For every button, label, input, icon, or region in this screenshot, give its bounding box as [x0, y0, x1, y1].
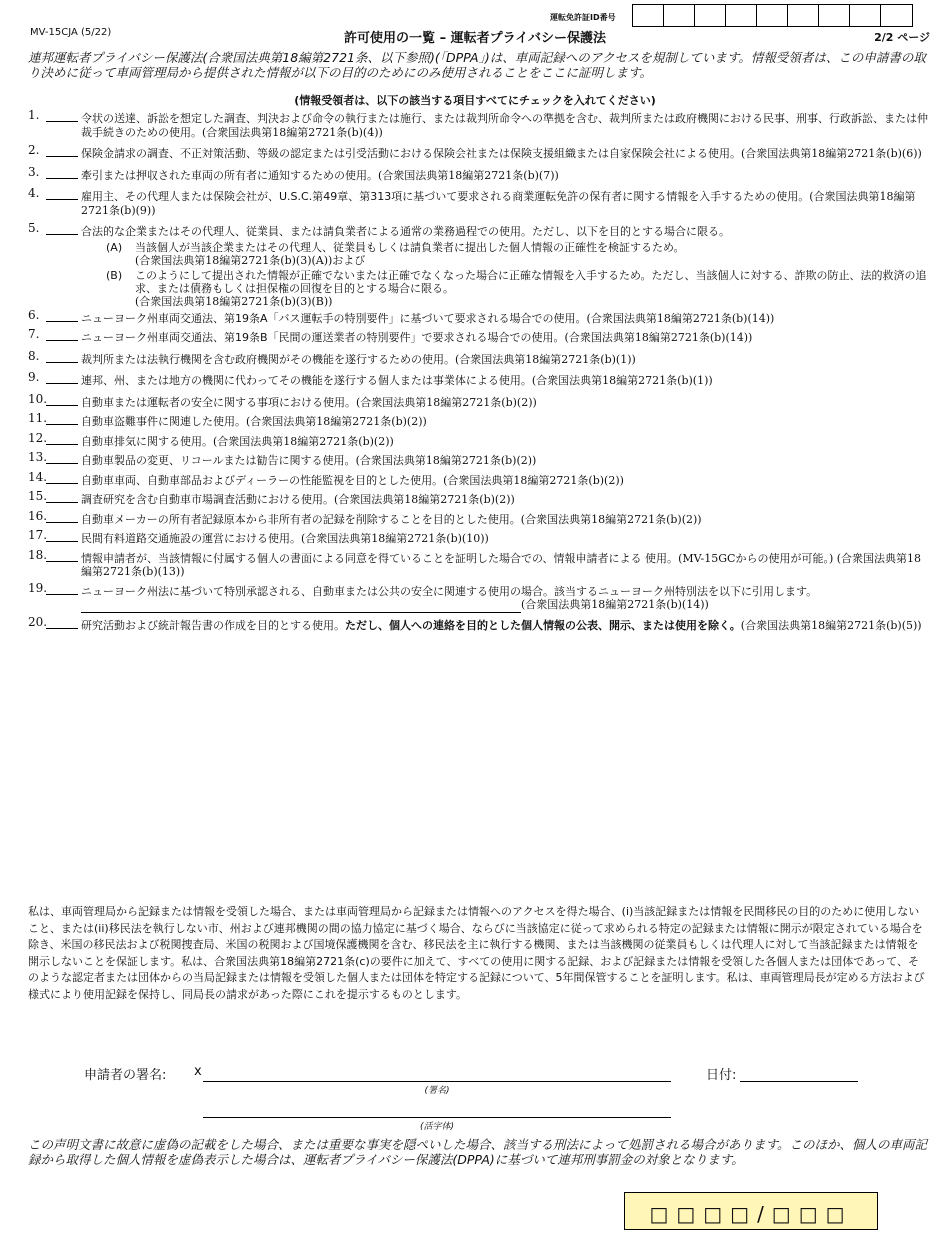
- permitted-use-item: [28, 469, 928, 488]
- item-description: 情報申請者が、当該情報に付属する個人の書面による同意を得ていることを証明した場合での、情報申請者による 使用。: [81, 551, 679, 565]
- item-number: 6.: [28, 307, 40, 322]
- item-text: [81, 619, 928, 633]
- item-description: 民間有料道路交通施設の運営における使用。: [81, 532, 301, 545]
- item-text: [81, 493, 928, 507]
- item-citation: (合衆国法典第18編第2721条(b)(2)): [334, 493, 515, 506]
- item-number: 18.: [28, 547, 48, 562]
- signature-x-mark: x: [194, 1064, 202, 1079]
- item-description: ニューヨーク州車両交通法、第19条B「民間の運送業者の特別要件」で要求される場合での使用。: [81, 331, 565, 344]
- item-number: 1.: [28, 108, 40, 122]
- item-text: [81, 585, 928, 613]
- item-number: 2.: [28, 143, 40, 157]
- check-line[interactable]: [46, 178, 78, 179]
- sub-item-description: 当該個人が当該企業またはその代理人、従業員もしくは請負業者に提出した個人情報の正確性を検証するため。: [135, 240, 685, 254]
- permitted-use-item: [28, 528, 928, 546]
- item-citation: (合衆国法典第18編第2721条(b)(14)): [586, 311, 775, 325]
- item-exception: ただし、個人への連絡を目的とした個人情報の公表、開示、または使用を除く。: [345, 618, 741, 632]
- item-text: [81, 532, 928, 546]
- item-number: 11.: [28, 411, 48, 425]
- permitted-use-item: [28, 221, 928, 308]
- permitted-use-item: [28, 430, 928, 449]
- item-citation: (合衆国法典第18編第2721条(b)(1)): [455, 352, 636, 366]
- item-citation: (合衆国法典第18編第2721条(b)(7)): [378, 168, 559, 182]
- item-citation: (合衆国法典第18編第2721条(b)(14)): [521, 598, 709, 611]
- item-description: 保険金請求の調査、不正対策活動、等級の認定または引受活動における保険会社または保険支援組織または自家保険会社による使用。: [81, 147, 741, 160]
- license-id-box[interactable]: [850, 5, 881, 26]
- item-text: [81, 396, 928, 410]
- permitted-use-item: [28, 143, 928, 161]
- instruction-text: (情報受領者は、以下の該当する項目すべてにチェックを入れてください): [294, 94, 656, 107]
- check-line[interactable]: [46, 321, 78, 322]
- license-id-box[interactable]: [757, 5, 788, 26]
- item-text: [81, 435, 928, 449]
- item-description: ニューヨーク州法に基づいて特別承認される、自動車または公共の安全に関連する使用の場合。該当するニューヨーク州特別法を以下に引用します。: [81, 584, 818, 598]
- item-text: [81, 454, 928, 468]
- item-number: 10.: [28, 391, 48, 406]
- permitted-use-item: [28, 370, 928, 388]
- sub-item-label: (A): [106, 240, 123, 254]
- page-number: 2/2 ページ: [874, 31, 930, 44]
- item-description: 牽引または押収された車両の所有者に通知するための使用。: [81, 168, 378, 182]
- permitted-use-item: [28, 614, 928, 633]
- item-citation: (合衆国法典第18編第2721条(b)(2)): [356, 395, 537, 409]
- item-citation: (MV-15GCからの使用が可能。) (合衆国法典第18編第2721条(b)(13)): [81, 551, 922, 578]
- check-line[interactable]: [46, 561, 78, 562]
- item-number: 4.: [28, 186, 40, 200]
- special-law-citation-line[interactable]: [81, 598, 521, 613]
- item-description: 令状の送達、訴訟を想定した調査、判決および命令の執行または施行、または裁判所命令への準拠を含む、裁判所または政府機関における民事、刑事、行政訴訟、または仲裁手続きのための使用。: [81, 112, 928, 139]
- item-number: 19.: [28, 580, 48, 595]
- check-line[interactable]: [46, 502, 78, 503]
- permitted-use-item: [28, 411, 928, 429]
- sub-item: [106, 269, 928, 308]
- certification-paragraph: 私は、車両管理局から記録または情報を受領した場合、または車両管理局から記録または情報へのアクセスを得た場合、(i)当該記録または情報を民間移民の目的のために使用しないこと、または(ii)移民法を執行しない市、州および連邦機関の間の協力協定に基づく場合、ならびに当該協定に従って求められる特定の記録または情報に開示が限定されている場合を除き、米国の移民法および税関捜査局、米国の税関および国境保護機関を含む、移民法を主に執行する機関、または当該機関の従業員もしくは代理人に対して当該記録または情報を開示しないことを保証します。私は、合衆国法典第18編第2721条(c)の要件に加えて、すべての使用に関する記録、および記録または情報を受領した各個人または団体であって、そのような認定者または団体からの当局記録または情報を受領した個人または団体を特定する記録について、5年間保管することを証明します。私は、車両管理局長が定める方法および様式により使用記録を保持し、同局長の請求があった際にこれを提示するものとします。: [28, 905, 925, 1001]
- check-line[interactable]: [46, 541, 78, 542]
- check-line[interactable]: [46, 340, 78, 341]
- item-description: 連邦、州、または地方の機関に代わってその機能を遂行する個人または事業体による使用。: [81, 374, 532, 387]
- item-description: 研究活動および統計報告書の作成を目的とする使用。: [81, 618, 345, 632]
- sub-item-description: このようにして提出された情報が正確でないまたは正確でなくなった場合に正確な情報を入手するため。ただし、当該個人に対する、詐欺の防止、法的救済の追求、または債務もしくは担保権の回復を目的とする場合に限る。: [135, 268, 927, 295]
- item-citation: (合衆国法典第18編第2721条(b)(2)): [355, 454, 537, 467]
- item-text: [81, 312, 928, 326]
- item-number: 20.: [28, 614, 48, 629]
- item-citation: (合衆国法典第18編第2721条(b)(14)): [564, 331, 753, 344]
- sub-item-label: (B): [106, 268, 123, 282]
- check-line[interactable]: [46, 522, 78, 523]
- item-citation: (合衆国法典第18編第2721条(b)(2)): [443, 473, 624, 487]
- permitted-use-item: [28, 108, 928, 139]
- permitted-use-item: [28, 164, 928, 183]
- check-line[interactable]: [46, 424, 78, 425]
- license-id-boxes[interactable]: [632, 4, 913, 27]
- check-line[interactable]: [46, 156, 78, 157]
- warning-text: この声明文書に故意に虚偽の記載をした場合、または重要な事実を隠ぺいした場合、該当する刑法によって処罰される場合があります。このほか、個人の車両記録から取得した個人情報を虚偽表示した場合は、運転者プライバシー保護法(DPPA)に基づいて連邦刑事罰金の対象となります。: [28, 1137, 928, 1167]
- permitted-use-item: [28, 391, 928, 410]
- item-text: [81, 552, 928, 579]
- item-text: [81, 169, 928, 183]
- item-text: [81, 331, 928, 345]
- license-id-box[interactable]: [726, 5, 757, 26]
- item-text: [81, 474, 928, 488]
- item-text: [81, 112, 928, 139]
- form-number: MV-15CJA (5/22): [30, 27, 112, 38]
- item-description: 自動車車両、自動車部品およびディーラーの性能監視を目的とした使用。: [81, 473, 444, 487]
- signature-caption: (署名): [424, 1086, 450, 1096]
- check-line[interactable]: [46, 199, 78, 200]
- permitted-use-item: [28, 348, 928, 367]
- item-citation: (合衆国法典第18編第2721条(b)(9)): [81, 190, 916, 217]
- check-line[interactable]: [46, 121, 78, 122]
- item-description: 雇用主、その代理人または保険会社が、U.S.C.第49章、第313項に基づいて要求される商業運転免許の保有者に関する情報を入手するための使用。: [81, 190, 810, 203]
- item-text: [81, 415, 928, 429]
- license-id-box[interactable]: [788, 5, 819, 26]
- signature-line[interactable]: [203, 1081, 671, 1082]
- item-description: 合法的な企業またはその代理人、従業員、または請負業者による通常の業務過程での使用。ただし、以下を目的とする場合に限る。: [81, 225, 730, 238]
- license-id-box[interactable]: [633, 5, 664, 26]
- license-id-box[interactable]: [819, 5, 850, 26]
- item-text: [81, 225, 928, 239]
- item-description: 自動車または運転者の安全に関する事項における使用。: [81, 395, 356, 409]
- item-number: 3.: [28, 164, 40, 179]
- item-citation: (合衆国法典第18編第2721条(b)(5)): [740, 618, 922, 632]
- item-citation: (合衆国法典第18編第2721条(b)(10)): [301, 532, 489, 545]
- permitted-use-item: [28, 547, 928, 579]
- item-description: 自動車メーカーの所有者記録原本から非所有者の記録を削除することを目的とした使用。: [81, 512, 521, 526]
- sub-item-text: [135, 269, 928, 308]
- item-number: 7.: [28, 327, 40, 341]
- permitted-use-item: [28, 186, 928, 217]
- item-citation: (合衆国法典第18編第2721条(b)(4)): [202, 125, 383, 139]
- item-number: 16.: [28, 508, 48, 523]
- printed-name-line[interactable]: [203, 1117, 671, 1118]
- item-description: 自動車盗難事件に関連した使用。: [81, 415, 246, 428]
- permitted-use-list: [28, 108, 928, 640]
- license-id-box[interactable]: [881, 5, 912, 26]
- printed-name-caption: (活字体): [419, 1122, 455, 1132]
- item-text: [81, 147, 928, 161]
- signature-label: 申請者の署名:: [84, 1068, 167, 1083]
- license-id-box[interactable]: [664, 5, 695, 26]
- item-number: 14.: [28, 469, 48, 484]
- check-line[interactable]: [46, 362, 78, 363]
- check-line[interactable]: [46, 405, 78, 406]
- check-line[interactable]: [46, 463, 78, 464]
- item-description: 調査研究を含む自動車市場調査活動における使用。: [81, 493, 334, 506]
- office-use-box: □□□□/□□□: [624, 1192, 878, 1230]
- sub-item-citation: (合衆国法典第18編第2721条(b)(3)(A))および: [135, 253, 366, 267]
- item-number: 12.: [28, 430, 48, 445]
- item-citation: (合衆国法典第18編第2721条(b)(2)): [246, 415, 427, 428]
- date-label: 日付:: [706, 1068, 737, 1083]
- check-line[interactable]: [46, 594, 78, 595]
- item-description: ニューヨーク州車両交通法、第19条A「バス運転手の特別要件」に基づいて要求される場合での使用。: [81, 311, 587, 325]
- check-line[interactable]: [46, 444, 78, 445]
- page-title: 許可使用の一覧 – 運転者プライバシー保護法: [344, 31, 606, 46]
- item-description: 自動車製品の変更、リコールまたは勧告に関する使用。: [81, 454, 356, 467]
- sub-item-citation: (合衆国法典第18編第2721条(b)(3)(B)): [135, 294, 333, 308]
- sub-item-text: [135, 241, 928, 267]
- license-id-label: 運転免許証ID番号: [550, 13, 616, 22]
- item-citation: (合衆国法典第18編第2721条(b)(2)): [520, 512, 702, 526]
- item-number: 15.: [28, 489, 48, 503]
- item-description: 裁判所または法執行機関を含む政府機関がその機能を遂行するための使用。: [81, 352, 455, 366]
- check-line[interactable]: [46, 234, 78, 235]
- item-citation: (合衆国法典第18編第2721条(b)(6)): [741, 147, 922, 160]
- intro-text: 連邦運転者プライバシー保護法(合衆国法典第18編第2721条、以下参照)(「DPPA」)は、車両記録へのアクセスを規制しています。情報受領者は、この申請書の取り決めに従って車両管理局から提供された情報が以下の目的のためにのみ使用されることをここに証明します。: [28, 50, 926, 80]
- check-line[interactable]: [46, 483, 78, 484]
- check-line[interactable]: [46, 383, 78, 384]
- permitted-use-item: [28, 307, 928, 326]
- permitted-use-item: [28, 450, 928, 468]
- item-number: 9.: [28, 370, 40, 384]
- item-number: 8.: [28, 348, 40, 363]
- permitted-use-item: [28, 489, 928, 507]
- check-line[interactable]: [46, 628, 78, 629]
- item-number: 13.: [28, 450, 48, 464]
- item-citation: (合衆国法典第18編第2721条(b)(1)): [531, 374, 713, 387]
- permitted-use-item: [28, 508, 928, 527]
- item-text: [81, 190, 928, 217]
- permitted-use-item: [28, 580, 928, 613]
- item-number: 5.: [28, 221, 40, 235]
- sub-item: [106, 241, 928, 267]
- item-text: [81, 374, 928, 388]
- permitted-use-item: [28, 327, 928, 345]
- item-number: 17.: [28, 528, 48, 542]
- item-citation: (合衆国法典第18編第2721条(b)(2)): [213, 434, 394, 448]
- license-id-box[interactable]: [695, 5, 726, 26]
- item-text: [81, 513, 928, 527]
- item-description: 自動車排気に関する使用。: [81, 434, 213, 448]
- item-text: [81, 353, 928, 367]
- date-line[interactable]: [740, 1081, 858, 1082]
